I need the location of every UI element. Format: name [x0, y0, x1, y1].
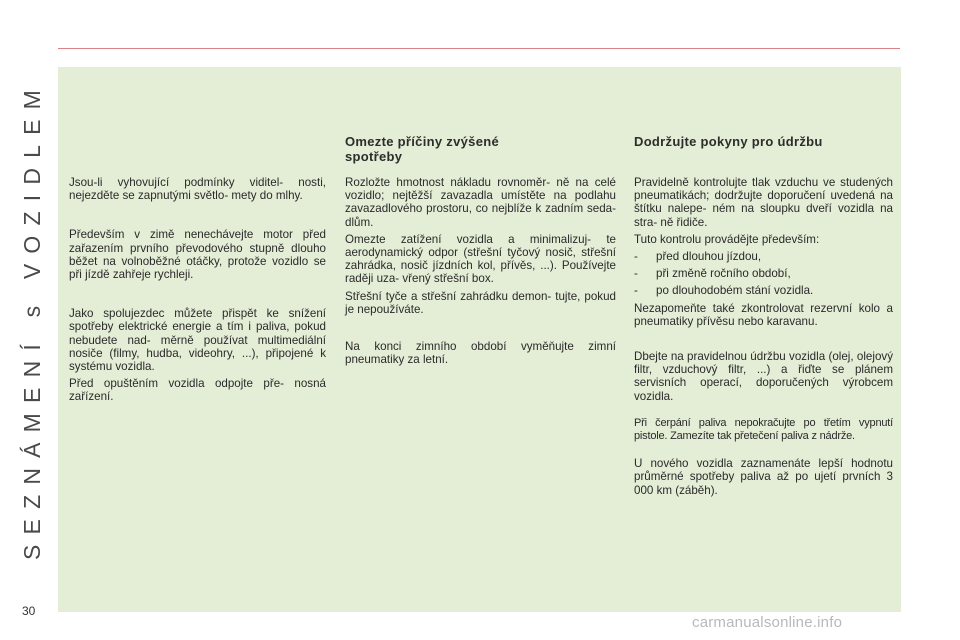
- paragraph-aerodynamics: Omezte zatížení vozidla a minimalizuj- te aerodynamický odpor (střešní tyčový nosič, střešní zahrádka, nosič jízdních kol, přívěs, ...). Používejte raději uza- vřený střešní box.: [345, 232, 616, 286]
- paragraph-disconnect: Před opuštěním vozidla odpojte pře- nosná zařízení.: [69, 377, 326, 404]
- column-right: [634, 134, 893, 501]
- paragraph-passenger: Jako spolujezdec můžete přispět ke snížení spotřeby elektrické energie a tím i paliva, pokud nebudete nad- měrně používat multimediální nosiče (filmy, hudba, videohry, ...), připojené k systému vozidla.: [69, 307, 326, 374]
- paragraph-fog-lights: Jsou-li vyhovující podmínky viditel- nosti, nejezděte se zapnutými světlo- mety do mlhy.: [69, 176, 326, 203]
- paragraph-maintenance: Dbejte na pravidelnou údržbu vozidla (olej, olejový filtr, vzduchový filtr, ...) a řiďte se plánem servisních operací, doporučených výrobcem vozidla.: [634, 350, 893, 403]
- section-title: SEZNÁMENÍ s VOZIDLEM: [19, 79, 45, 561]
- watermark: carmanualsonline.info: [692, 614, 843, 631]
- paragraph-tyre-pressure: Pravidelně kontrolujte tlak vzduchu ve studených pneumatikách; dodržujte doporučení uvedená na štítku nalepe- ném na sloupku dveří vozidla na stra- ně řidiče.: [634, 176, 893, 229]
- paragraph-check-when: Tuto kontrolu provádějte především:: [634, 232, 820, 246]
- paragraph-load-distribution: Rozložte hmotnost nákladu rovnoměr- ně na celé vozidlo; nejtěžší zavazadla umístěte na podlahu zavazadlového prostoru, co nejblíže k zadním seda- dlům.: [345, 176, 616, 229]
- heading-reduce-consumption: Omezte příčiny zvýšené spotřeby: [345, 134, 499, 164]
- paragraph-new-vehicle: U nového vozidla zaznamenáte lepší hodnotu průměrné spotřeby paliva až po ujetí prvních 3 000 km (záběh).: [634, 457, 893, 497]
- page-number: 30: [22, 604, 36, 618]
- top-rule: [58, 48, 900, 49]
- paragraph-spare-wheel: Nezapomeňte také zkontrolovat rezervní kolo a pneumatiky přívěsu nebo karavanu.: [634, 301, 893, 328]
- heading-maintenance: Dodržujte pokyny pro údržbu: [634, 134, 823, 149]
- column-middle: [345, 134, 616, 370]
- paragraph-refuelling: Při čerpání paliva nepokračujte po třetím vypnutí pistole. Zamezíte tak přetečení paliva z nádrže.: [634, 416, 893, 443]
- paragraph-roof-bars: Střešní tyče a střešní zahrádku demon- tujte, pokud je nepoužíváte.: [345, 289, 616, 316]
- column-left: [69, 176, 326, 408]
- check-list: [634, 250, 893, 298]
- list-item: - před dlouhou jízdou,: [634, 250, 893, 263]
- paragraph-winter-engine: Především v zimě nenechávejte motor před zařazením prvního převodového stupně dlouho běžet na volnoběžné otáčky, protože vozidlo se při jízdě zahřeje rychleji.: [69, 228, 326, 282]
- list-item: - po dlouhodobém stání vozidla.: [634, 284, 893, 297]
- paragraph-winter-tyres: Na konci zimního období vyměňujte zimní pneumatiky za letní.: [345, 340, 616, 367]
- list-item: - při změně ročního období,: [634, 267, 893, 280]
